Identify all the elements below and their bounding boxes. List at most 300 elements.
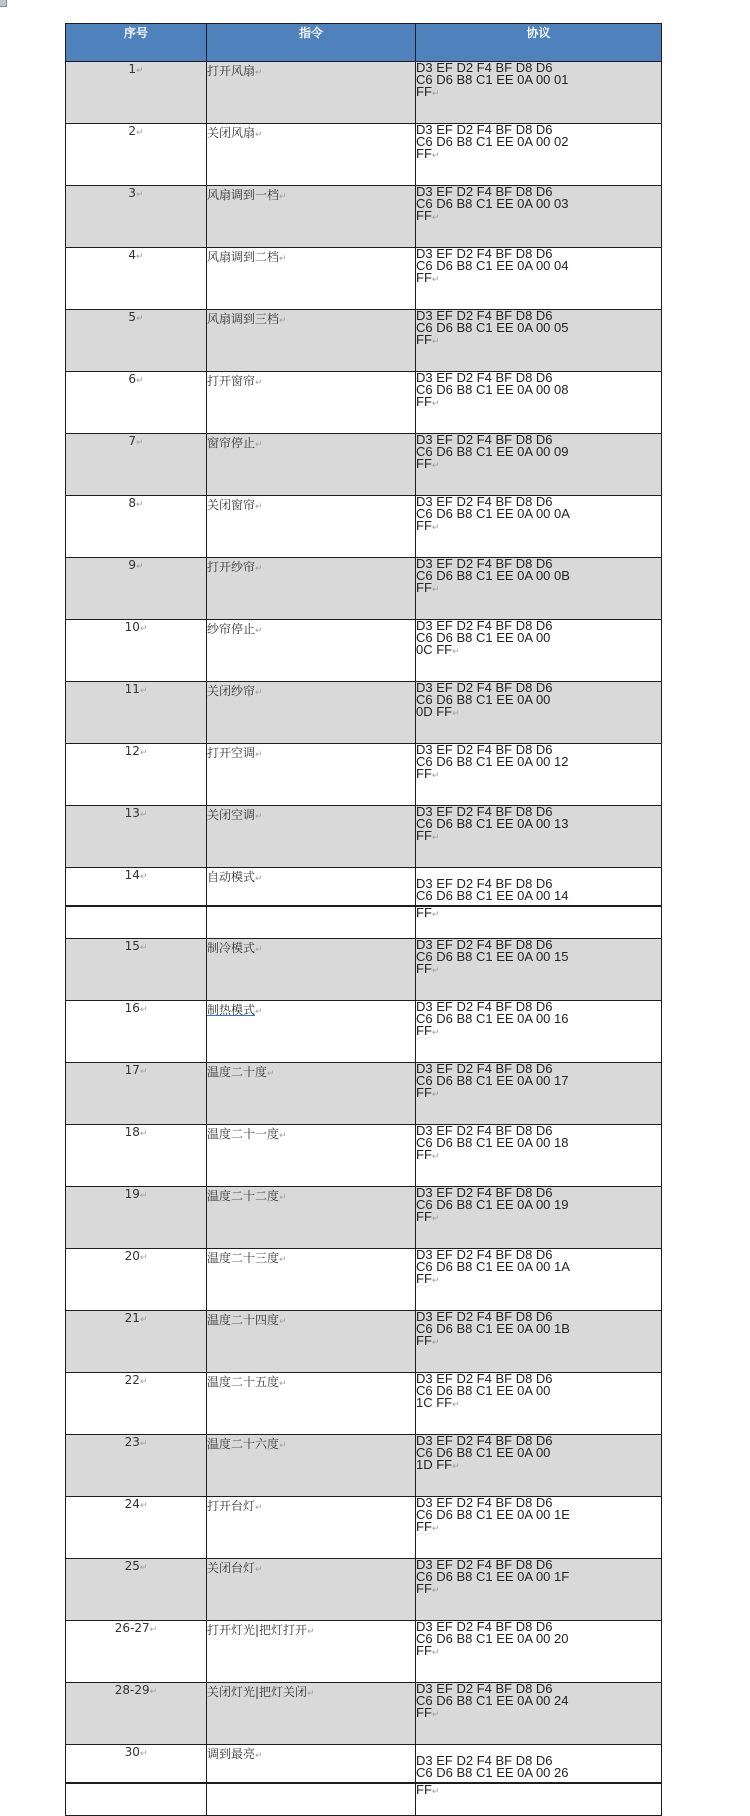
command-text: 打开灯光|把灯打开 [207, 1623, 308, 1637]
protocol-line: FF [416, 1781, 432, 1797]
paragraph-mark: ↵ [431, 1275, 440, 1285]
protocol-line: FF [416, 1581, 432, 1596]
index-text: 18 [124, 1125, 140, 1139]
paragraph-mark: ↵ [431, 1027, 440, 1037]
paragraph-mark: ↵ [139, 1749, 148, 1759]
index-cell [66, 310, 207, 372]
header-index: 序号 [66, 24, 207, 62]
index-text: 10 [124, 620, 140, 634]
command-cell [207, 1063, 416, 1125]
protocol-line: D3 EF D2 F4 BF D8 D6 [416, 494, 553, 509]
table-row [66, 806, 662, 868]
protocol-line: D3 EF D2 F4 BF D8 D6 [416, 1247, 553, 1262]
protocol-cell [416, 124, 662, 186]
command-cell [207, 744, 416, 806]
protocol-line: FF [416, 270, 432, 285]
paragraph-mark: ↵ [267, 1069, 275, 1079]
command-text: 打开空调 [207, 746, 256, 760]
command-cell [207, 939, 416, 1001]
paragraph-mark: ↵ [255, 68, 263, 78]
command-text: 风扇调到二档 [207, 250, 280, 264]
paragraph-mark: ↵ [255, 945, 263, 955]
index-cell [66, 1435, 207, 1497]
paragraph-mark: ↵ [431, 1151, 440, 1161]
command-cell [207, 1249, 416, 1311]
protocol-cell [416, 558, 662, 620]
index-cell [66, 744, 207, 806]
command-text: 调到最亮 [207, 1747, 256, 1761]
index-text: 17 [124, 1063, 140, 1077]
table-row [66, 1249, 662, 1311]
command-cell [207, 620, 416, 682]
command-text: 关闭风扇 [207, 126, 256, 140]
command-cell [207, 1311, 416, 1373]
paragraph-mark: ↵ [431, 770, 440, 780]
paragraph-mark: ↵ [431, 1213, 440, 1223]
protocol-cell [416, 248, 662, 310]
paragraph-mark: ↵ [139, 1253, 148, 1263]
protocol-line: C6 D6 B8 C1 EE 0A 00 09 [416, 444, 569, 459]
table-row [66, 124, 662, 186]
index-cell [66, 868, 207, 906]
command-cell [207, 1683, 416, 1745]
paragraph-mark: ↵ [452, 708, 460, 718]
protocol-line: D3 EF D2 F4 BF D8 D6 [416, 60, 553, 75]
paragraph-mark: ↵ [139, 943, 148, 953]
table-row-continuation [66, 906, 662, 939]
protocol-line: FF [416, 1147, 432, 1162]
protocol-line: FF [416, 84, 432, 99]
table-row [66, 310, 662, 372]
paragraph-mark: ↵ [431, 1709, 440, 1719]
protocol-cell [416, 186, 662, 248]
command-cell [207, 372, 416, 434]
command-text: 窗帘停止 [207, 436, 256, 450]
command-text: 关闭台灯 [207, 1561, 256, 1575]
index-cell [66, 1497, 207, 1559]
protocol-line: 1D FF [416, 1457, 453, 1472]
table-row [66, 1745, 662, 1783]
protocol-line: D3 EF D2 F4 BF D8 D6 [416, 742, 553, 757]
command-cell [207, 248, 416, 310]
paragraph-mark: ↵ [431, 522, 440, 532]
command-cell [207, 1497, 416, 1559]
table-row [66, 682, 662, 744]
paragraph-mark: ↵ [255, 874, 263, 884]
table-row [66, 1001, 662, 1063]
protocol-table [65, 23, 662, 1816]
paragraph-mark: ↵ [431, 150, 440, 160]
table-row [66, 1373, 662, 1435]
paragraph-mark: ↵ [431, 908, 440, 919]
protocol-line: D3 EF D2 F4 BF D8 D6 [416, 1371, 553, 1386]
protocol-cell [416, 1559, 662, 1621]
command-cell [207, 558, 416, 620]
table-row [66, 939, 662, 1001]
protocol-line: D3 EF D2 F4 BF D8 D6 [416, 804, 553, 819]
index-text: 7 [128, 434, 137, 448]
protocol-line: D3 EF D2 F4 BF D8 D6 [416, 308, 553, 323]
command-text: 温度二十一度 [207, 1127, 280, 1141]
protocol-line: C6 D6 B8 C1 EE 0A 00 19 [416, 1197, 569, 1212]
paragraph-mark: ↵ [136, 562, 144, 572]
command-text: 打开窗帘 [207, 374, 256, 388]
index-cell [66, 1063, 207, 1125]
command-text: 温度二十二度 [207, 1189, 280, 1203]
command-cell-empty [207, 1783, 416, 1816]
paragraph-mark: ↵ [307, 1627, 315, 1637]
command-text: 温度二十度 [207, 1065, 268, 1079]
protocol-line: FF [416, 332, 432, 347]
protocol-line: C6 D6 B8 C1 EE 0A 00 1E [416, 1507, 570, 1522]
index-cell [66, 620, 207, 682]
protocol-cell [416, 1125, 662, 1187]
index-cell [66, 682, 207, 744]
protocol-line: C6 D6 B8 C1 EE 0A 00 [416, 1383, 551, 1398]
paragraph-mark: ↵ [431, 1337, 440, 1347]
paragraph-mark: ↵ [279, 192, 287, 202]
protocol-line: C6 D6 B8 C1 EE 0A 00 03 [416, 196, 569, 211]
paragraph-mark: ↵ [431, 832, 440, 842]
protocol-cell [416, 1311, 662, 1373]
paragraph-mark: ↵ [255, 130, 263, 140]
index-text: 23 [124, 1435, 140, 1449]
table-row [66, 1063, 662, 1125]
index-text: 16 [124, 1001, 140, 1015]
table-row [66, 620, 662, 682]
protocol-cell [416, 1373, 662, 1435]
protocol-cell [416, 372, 662, 434]
corner-mark [0, 0, 7, 7]
paragraph-mark: ↵ [136, 190, 144, 200]
paragraph-mark: ↵ [279, 1317, 287, 1327]
command-text: 制热模式 [207, 1003, 256, 1017]
paragraph-mark: ↵ [279, 1193, 287, 1203]
command-text: 温度二十五度 [207, 1375, 280, 1389]
command-cell [207, 1745, 416, 1783]
command-text: 温度二十四度 [207, 1313, 280, 1327]
paragraph-mark: ↵ [136, 438, 144, 448]
index-cell [66, 1125, 207, 1187]
index-text: 26-27 [114, 1621, 150, 1635]
paragraph-mark: ↵ [139, 1563, 148, 1573]
index-text: 30 [124, 1745, 140, 1759]
table-body [66, 62, 662, 1816]
table-row [66, 1497, 662, 1559]
table-header-row [66, 24, 662, 62]
paragraph-mark: ↵ [255, 1751, 263, 1761]
table-row [66, 744, 662, 806]
paragraph-mark: ↵ [255, 750, 263, 760]
command-cell [207, 1559, 416, 1621]
protocol-line: D3 EF D2 F4 BF D8 D6 [416, 246, 553, 261]
command-cell [207, 1435, 416, 1497]
paragraph-mark: ↵ [255, 502, 263, 512]
index-cell [66, 1187, 207, 1249]
paragraph-mark: ↵ [431, 336, 440, 346]
protocol-line: D3 EF D2 F4 BF D8 D6 [416, 1185, 553, 1200]
protocol-cell [416, 620, 662, 682]
table-row [66, 868, 662, 906]
paragraph-mark: ↵ [139, 624, 148, 634]
index-cell [66, 1249, 207, 1311]
paragraph-mark: ↵ [255, 1503, 263, 1513]
paragraph-mark: ↵ [431, 1785, 440, 1796]
index-text: 22 [124, 1373, 140, 1387]
paragraph-mark: ↵ [452, 1461, 460, 1471]
protocol-line: C6 D6 B8 C1 EE 0A 00 16 [416, 1011, 569, 1026]
command-cell-empty [207, 906, 416, 939]
paragraph-mark: ↵ [255, 812, 263, 822]
table-row [66, 248, 662, 310]
index-cell [66, 1621, 207, 1683]
paragraph-mark: ↵ [255, 1565, 263, 1575]
protocol-line: FF [416, 1333, 432, 1348]
header-command: 指令 [207, 24, 416, 62]
paragraph-mark: ↵ [279, 316, 287, 326]
paragraph-mark: ↵ [431, 584, 440, 594]
protocol-line: D3 EF D2 F4 BF D8 D6 [416, 432, 553, 447]
paragraph-mark: ↵ [279, 1379, 287, 1389]
table-row [66, 1683, 662, 1745]
table-row [66, 1187, 662, 1249]
index-text: 19 [124, 1187, 140, 1201]
index-text: 11 [124, 682, 140, 696]
index-text: 2 [128, 124, 137, 138]
command-cell [207, 124, 416, 186]
index-text: 14 [124, 868, 140, 882]
paragraph-mark: ↵ [139, 810, 148, 820]
protocol-line: FF [416, 580, 432, 595]
paragraph-mark: ↵ [255, 378, 263, 388]
protocol-line: FF [416, 1643, 432, 1658]
protocol-cell [416, 496, 662, 558]
protocol-line: C6 D6 B8 C1 EE 0A 00 13 [416, 816, 569, 831]
protocol-line: C6 D6 B8 C1 EE 0A 00 0A [416, 506, 570, 521]
protocol-line: D3 EF D2 F4 BF D8 D6 [416, 1681, 553, 1696]
index-text: 28-29 [114, 1683, 150, 1697]
protocol-cell [416, 1621, 662, 1683]
protocol-line: FF [416, 1519, 432, 1534]
protocol-line: FF [416, 1209, 432, 1224]
protocol-line: D3 EF D2 F4 BF D8 D6 [416, 1619, 553, 1634]
index-cell-empty [66, 906, 207, 939]
protocol-line: FF [416, 1705, 432, 1720]
paragraph-mark: ↵ [149, 1625, 158, 1635]
protocol-line: C6 D6 B8 C1 EE 0A 00 26 [416, 1765, 569, 1780]
protocol-cell [416, 434, 662, 496]
protocol-line: FF [416, 208, 432, 223]
command-cell [207, 1125, 416, 1187]
index-text: 12 [124, 744, 140, 758]
command-text: 制冷模式 [207, 941, 256, 955]
table-row [66, 372, 662, 434]
protocol-line: FF [416, 518, 432, 533]
paragraph-mark: ↵ [431, 274, 440, 284]
paragraph-mark: ↵ [139, 748, 148, 758]
command-text: 关闭窗帘 [207, 498, 256, 512]
index-text: 9 [128, 558, 137, 572]
protocol-cell [416, 1001, 662, 1063]
index-cell [66, 186, 207, 248]
index-cell [66, 1559, 207, 1621]
protocol-line: FF [416, 828, 432, 843]
command-text: 风扇调到三档 [207, 312, 280, 326]
protocol-line: 0C FF [416, 642, 453, 657]
command-text: 温度二十六度 [207, 1437, 280, 1451]
paragraph-mark: ↵ [431, 965, 440, 975]
index-cell [66, 248, 207, 310]
index-text: 24 [124, 1497, 140, 1511]
protocol-line: C6 D6 B8 C1 EE 0A 00 02 [416, 134, 569, 149]
paragraph-mark: ↵ [431, 88, 440, 98]
index-text: 8 [128, 496, 137, 510]
paragraph-mark: ↵ [431, 1647, 440, 1657]
paragraph-mark: ↵ [279, 1255, 287, 1265]
paragraph-mark: ↵ [431, 212, 440, 222]
protocol-line: D3 EF D2 F4 BF D8 D6 [416, 1123, 553, 1138]
protocol-line: C6 D6 B8 C1 EE 0A 00 [416, 630, 551, 645]
paragraph-mark: ↵ [255, 1007, 263, 1017]
index-cell [66, 939, 207, 1001]
protocol-cell [416, 1745, 662, 1783]
index-text: 1 [128, 62, 137, 76]
header-protocol: 协议 [416, 24, 662, 62]
paragraph-mark: ↵ [136, 66, 144, 76]
protocol-line: C6 D6 B8 C1 EE 0A 00 15 [416, 949, 569, 964]
protocol-line: D3 EF D2 F4 BF D8 D6 [416, 1753, 553, 1768]
protocol-cell [416, 744, 662, 806]
protocol-cell [416, 1497, 662, 1559]
paragraph-mark: ↵ [139, 1439, 148, 1449]
index-text: 13 [124, 806, 140, 820]
paragraph-mark: ↵ [136, 252, 144, 262]
protocol-cell [416, 1683, 662, 1745]
paragraph-mark: ↵ [431, 460, 440, 470]
command-text: 打开台灯 [207, 1499, 256, 1513]
protocol-line: FF [416, 1271, 432, 1286]
paragraph-mark: ↵ [139, 872, 148, 882]
paragraph-mark: ↵ [139, 1067, 148, 1077]
protocol-line: D3 EF D2 F4 BF D8 D6 [416, 876, 553, 891]
protocol-line: C6 D6 B8 C1 EE 0A 00 1F [416, 1569, 570, 1584]
paragraph-mark: ↵ [307, 1689, 315, 1699]
protocol-cell [416, 1063, 662, 1125]
protocol-line: FF [416, 904, 432, 920]
paragraph-mark: ↵ [452, 1399, 460, 1409]
protocol-line: C6 D6 B8 C1 EE 0A 00 [416, 1445, 551, 1460]
command-cell [207, 1621, 416, 1683]
command-cell [207, 434, 416, 496]
table-row [66, 1559, 662, 1621]
index-cell [66, 434, 207, 496]
protocol-line: FF [416, 1085, 432, 1100]
protocol-line: C6 D6 B8 C1 EE 0A 00 14 [416, 888, 569, 903]
command-cell [207, 806, 416, 868]
command-cell [207, 496, 416, 558]
table-row [66, 1125, 662, 1187]
paragraph-mark: ↵ [136, 376, 144, 386]
table-row [66, 1311, 662, 1373]
protocol-cell [416, 310, 662, 372]
table-row [66, 186, 662, 248]
protocol-cell [416, 868, 662, 906]
protocol-cell [416, 1187, 662, 1249]
paragraph-mark: ↵ [279, 1441, 287, 1451]
protocol-cell-continued [416, 1783, 662, 1816]
protocol-line: C6 D6 B8 C1 EE 0A 00 18 [416, 1135, 569, 1150]
protocol-cell [416, 806, 662, 868]
table-row [66, 1621, 662, 1683]
paragraph-mark: ↵ [279, 254, 287, 264]
command-text: 关闭空调 [207, 808, 256, 822]
paragraph-mark: ↵ [431, 1089, 440, 1099]
paragraph-mark: ↵ [279, 1131, 287, 1141]
paragraph-mark: ↵ [255, 688, 263, 698]
protocol-line: D3 EF D2 F4 BF D8 D6 [416, 937, 553, 952]
paragraph-mark: ↵ [431, 1585, 440, 1595]
command-text: 风扇调到一档 [207, 188, 280, 202]
index-cell [66, 62, 207, 124]
command-text: 温度二十三度 [207, 1251, 280, 1265]
command-text: 关闭灯光|把灯关闭 [207, 1685, 308, 1699]
index-cell [66, 1001, 207, 1063]
paragraph-mark: ↵ [255, 564, 263, 574]
command-text: 纱帘停止 [207, 622, 256, 636]
protocol-line: C6 D6 B8 C1 EE 0A 00 05 [416, 320, 569, 335]
protocol-line: D3 EF D2 F4 BF D8 D6 [416, 556, 553, 571]
protocol-line: D3 EF D2 F4 BF D8 D6 [416, 122, 553, 137]
protocol-line: C6 D6 B8 C1 EE 0A 00 0B [416, 568, 570, 583]
command-text: 打开纱帘 [207, 560, 256, 574]
protocol-line: 1C FF [416, 1395, 453, 1410]
protocol-line: C6 D6 B8 C1 EE 0A 00 [416, 692, 551, 707]
protocol-line: FF [416, 1023, 432, 1038]
table-row [66, 1435, 662, 1497]
protocol-line: C6 D6 B8 C1 EE 0A 00 1B [416, 1321, 570, 1336]
index-text: 20 [124, 1249, 140, 1263]
protocol-line: D3 EF D2 F4 BF D8 D6 [416, 999, 553, 1014]
protocol-line: 0D FF [416, 704, 453, 719]
paragraph-mark: ↵ [255, 440, 263, 450]
protocol-line: FF [416, 961, 432, 976]
table-row [66, 434, 662, 496]
paragraph-mark: ↵ [255, 626, 263, 636]
table-row [66, 496, 662, 558]
index-cell [66, 496, 207, 558]
protocol-line: D3 EF D2 F4 BF D8 D6 [416, 370, 553, 385]
protocol-cell-continued [416, 906, 662, 939]
paragraph-mark: ↵ [136, 314, 144, 324]
index-cell [66, 1373, 207, 1435]
protocol-line: FF [416, 456, 432, 471]
index-cell [66, 1311, 207, 1373]
index-cell [66, 806, 207, 868]
protocol-line: D3 EF D2 F4 BF D8 D6 [416, 1309, 553, 1324]
paragraph-mark: ↵ [139, 1315, 148, 1325]
index-text: 15 [124, 939, 140, 953]
paragraph-mark: ↵ [452, 646, 460, 656]
table-row-continuation [66, 1783, 662, 1816]
protocol-line: C6 D6 B8 C1 EE 0A 00 08 [416, 382, 569, 397]
index-text: 4 [128, 248, 137, 262]
table-row [66, 558, 662, 620]
index-text: 3 [128, 186, 137, 200]
protocol-line: D3 EF D2 F4 BF D8 D6 [416, 1495, 553, 1510]
protocol-cell [416, 62, 662, 124]
command-cell [207, 868, 416, 906]
command-cell [207, 1001, 416, 1063]
